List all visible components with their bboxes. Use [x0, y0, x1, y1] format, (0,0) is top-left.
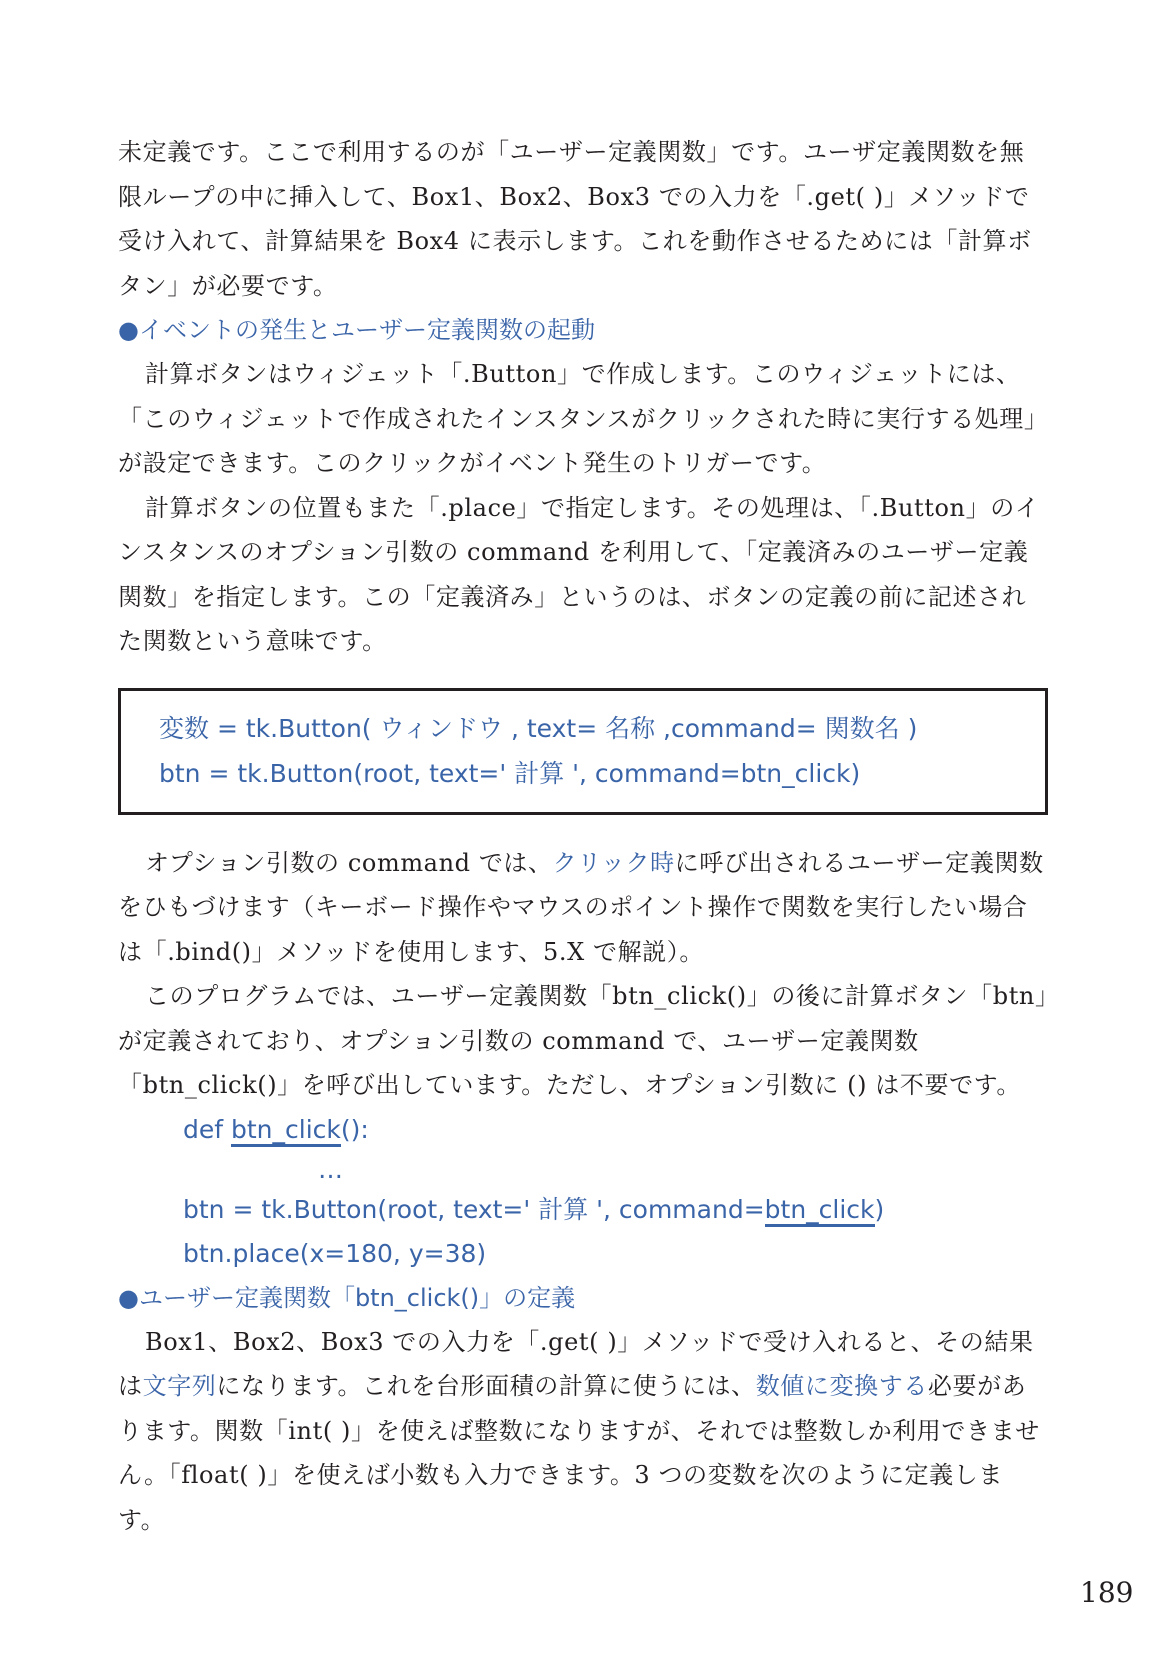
- code-text: btn = tk.Button(root, text=' 計算 ', command=: [183, 1194, 765, 1224]
- paragraph-button-widget: 計算ボタンはウィジェット「.Button」で作成します。このウィジェットには、「このウィジェットで作成されたインスタンスがクリックされた時に実行する処理」が設定できます。このクリックがイベント発生のトリガーです。: [118, 360, 1037, 477]
- syntax-line-general: 変数 = tk.Button( ウィンドウ , text= 名称 ,command= 関数名 ): [159, 713, 918, 743]
- text: に呼び出されるユーザー定義関数をひもづけます（キーボード操作やマウスのポイント操作で関数を実行したい場合は「.bind()」メソッドを使用します、5.X で解説）。: [118, 848, 1044, 966]
- text: オプション引数の command では、: [145, 848, 553, 877]
- highlight-string: 文字列: [142, 1372, 217, 1400]
- code-text: ): [874, 1194, 885, 1224]
- code-line-button: [118, 1188, 1048, 1232]
- page-body: [118, 130, 1048, 1542]
- highlight-click-time: クリック時: [552, 848, 675, 877]
- code-line-ellipsis: …: [318, 1154, 343, 1184]
- code-keyword: def: [183, 1114, 231, 1144]
- section-heading-event: ●イベントの発生とユーザー定義関数の起動: [118, 316, 595, 344]
- code-command-name-underlined: btn_click: [765, 1195, 875, 1227]
- paragraph-command-option: [118, 841, 1048, 975]
- syntax-box: [118, 688, 1048, 815]
- code-line-def: [118, 1108, 1048, 1152]
- text: 必要があります。関数「int( )」を使えば整数になりますが、それでは整数しか利用できません。「float( )」を使えば小数も入力できます。3 つの変数を次のように定義します。: [118, 1372, 1040, 1534]
- code-function-name-underlined: btn_click: [231, 1115, 341, 1147]
- page-number: 189: [1080, 1576, 1134, 1609]
- text: Box1、Box2、Box3 での入力を「.get( )」メソッドで受け入れると、その結果は: [118, 1327, 1034, 1400]
- paragraph-button-place: 計算ボタンの位置もまた「.place」で指定します。その処理は、「.Button」のインスタンスのオプション引数の command を利用して、「定義済みのユーザー定義関数」を指定します。この「定義済み」というのは、ボタンの定義の前に記述された関数という意味です。: [118, 493, 1040, 655]
- paragraph-float-conversion: [118, 1320, 1048, 1543]
- code-line-place: btn.place(x=180, y=38): [183, 1238, 487, 1268]
- text: になります。これを台形面積の計算に使うには、: [216, 1372, 756, 1400]
- paragraph-intro: 未定義です。ここで利用するのが「ユーザー定義関数」です。ユーザ定義関数を無限ループの中に挿入して、Box1、Box2、Box3 での入力を「.get( )」メソッドで受け入れて、計算結果を Box4 に表示します。これを動作させるためには「計算ボタン」が必要です。: [118, 138, 1032, 300]
- code-sample: [118, 1108, 1048, 1276]
- section-heading-btn-click: ●ユーザー定義関数「btn_click()」の定義: [118, 1283, 576, 1312]
- paragraph-program-explain: このプログラムでは、ユーザー定義関数「btn_click()」の後に計算ボタン「btn」が定義されており、オプション引数の command で、ユーザー定義関数「btn_click()」を呼び出しています。ただし、オプション引数に () は不要です。: [118, 982, 1048, 1099]
- code-text: ():: [340, 1114, 369, 1144]
- highlight-convert-number: 数値に変換する: [755, 1372, 928, 1400]
- syntax-line-example: btn = tk.Button(root, text=' 計算 ', command=btn_click): [159, 758, 861, 788]
